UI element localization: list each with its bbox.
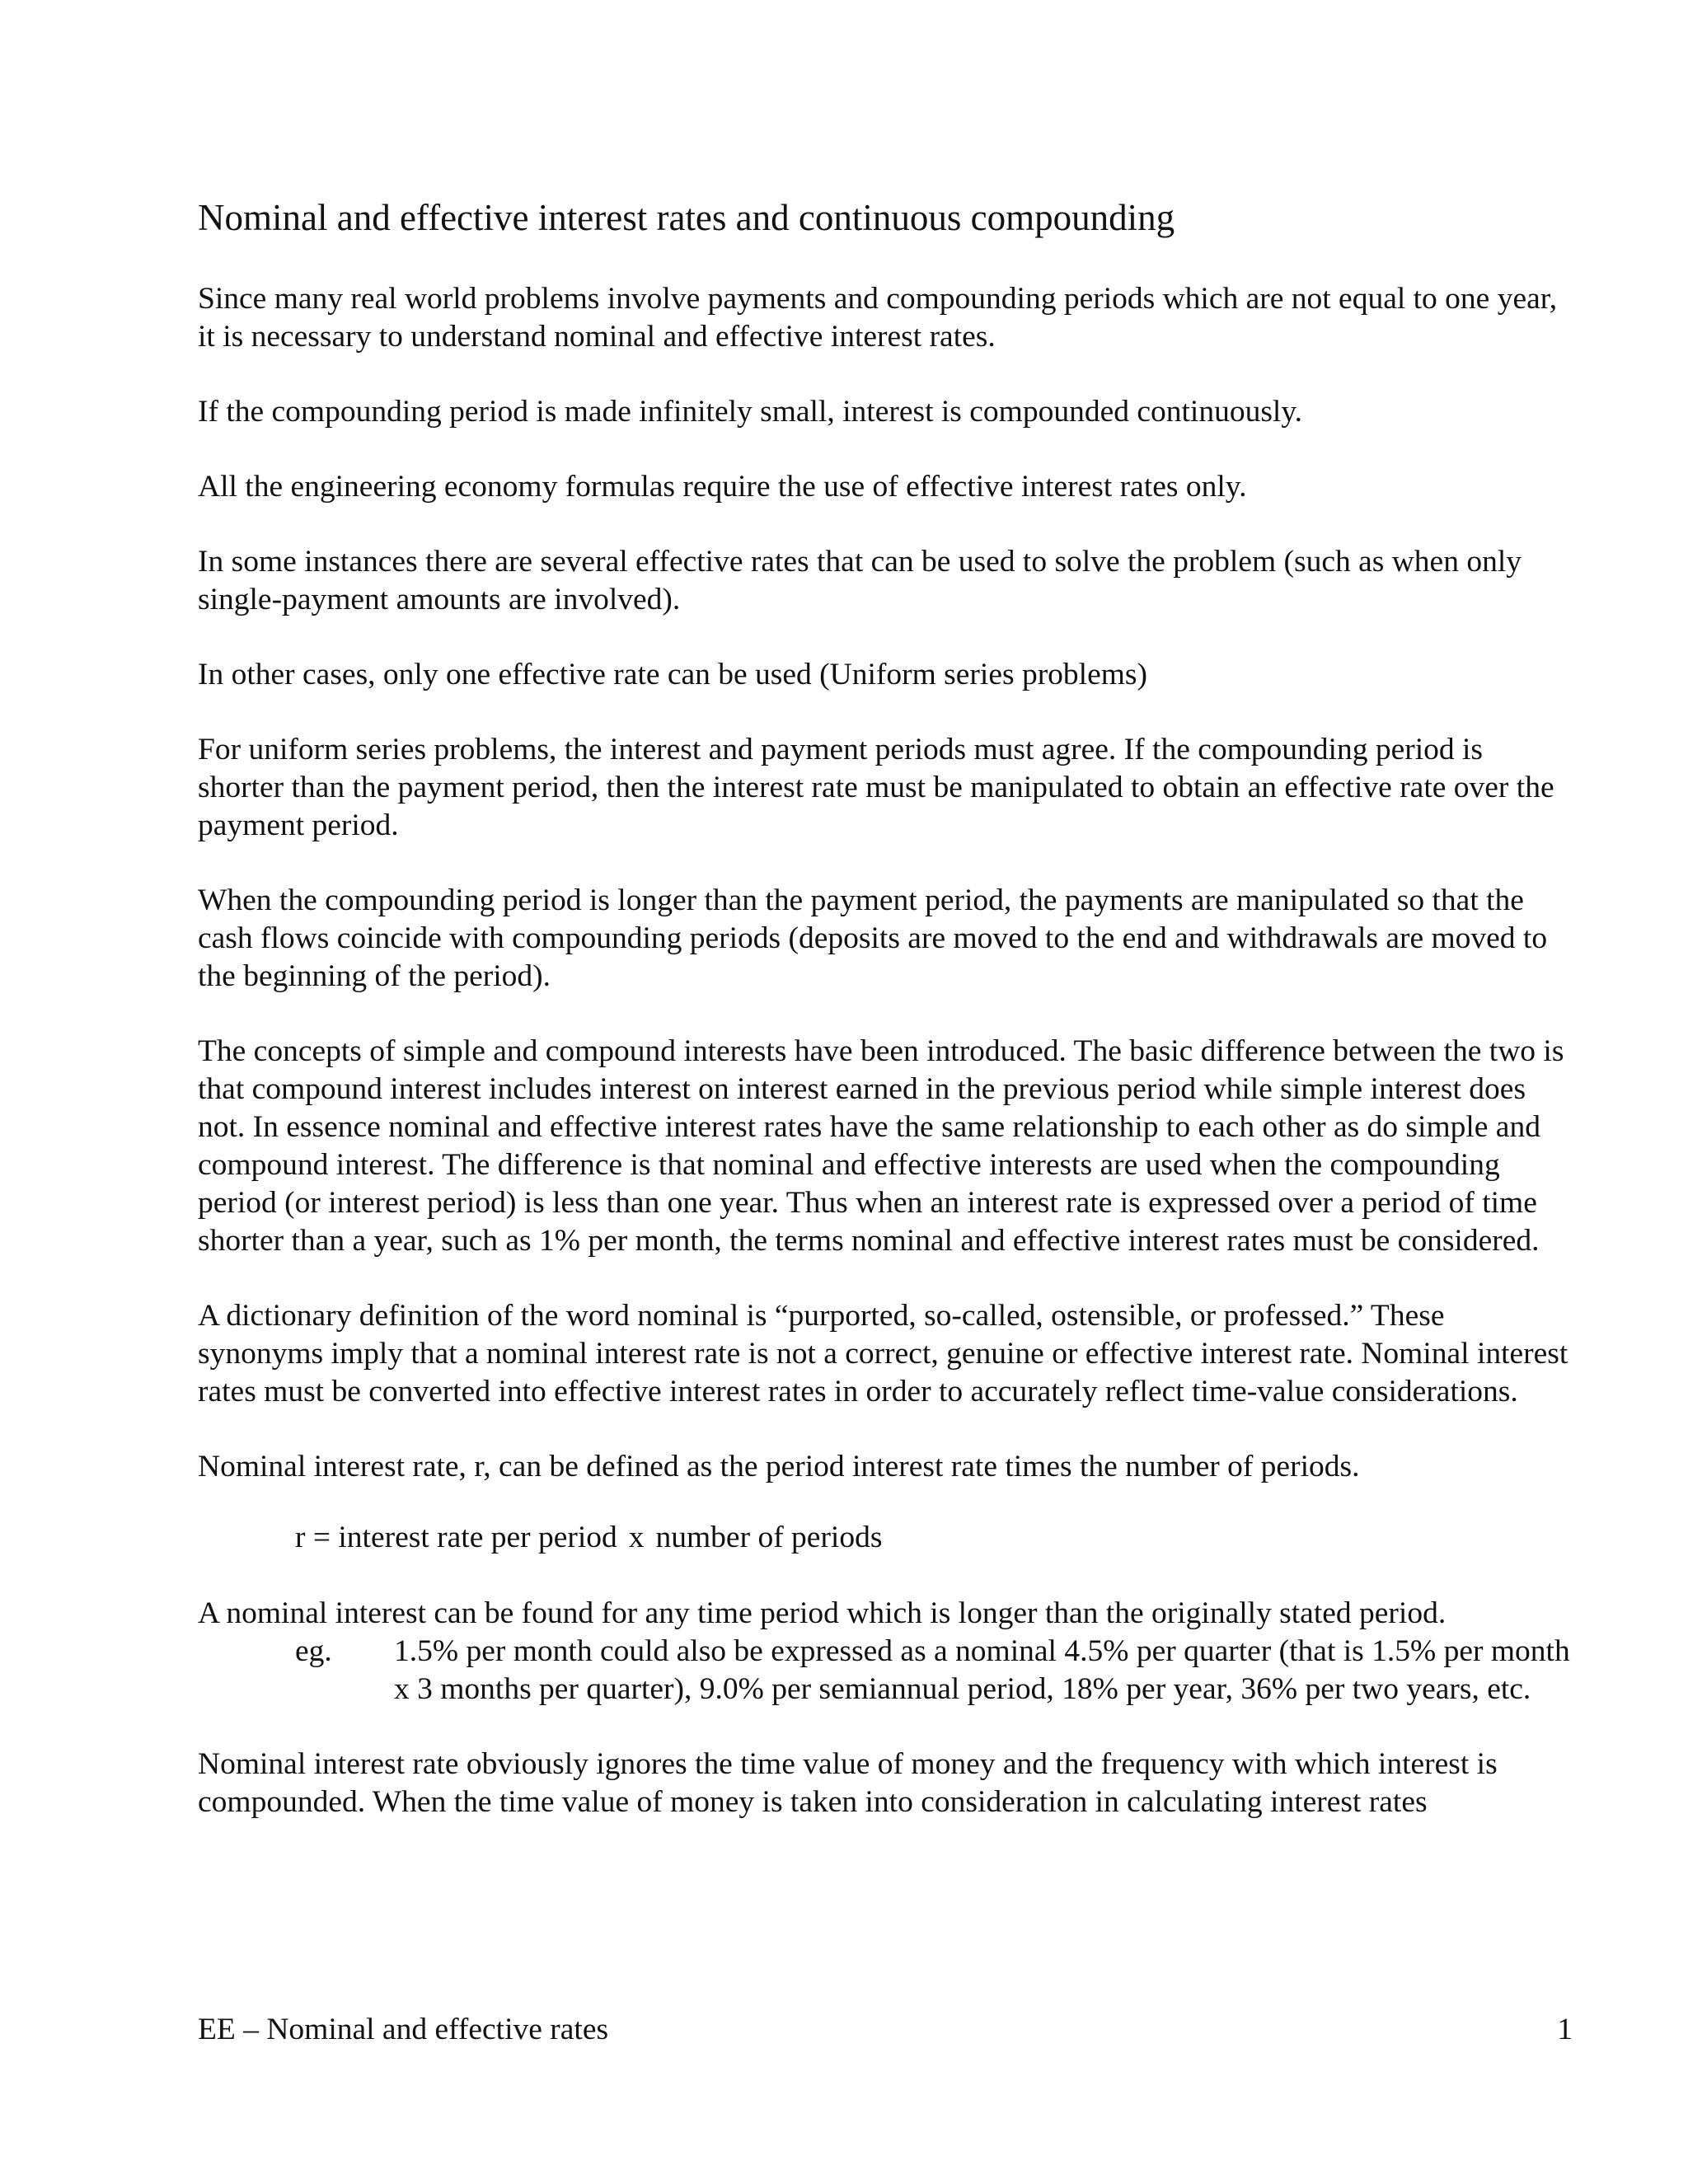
paragraph-10: Nominal interest rate, r, can be defined as the period interest rate times the number of periods. (198, 1450, 1360, 1483)
formula-lhs: r = interest rate per period (295, 1521, 617, 1554)
nominal-rate-formula (295, 1519, 1573, 1557)
example-label: eg. (295, 1634, 332, 1668)
paragraph-3: All the engineering economy formulas require the use of effective interest rates only. (198, 470, 1247, 504)
paragraph-5: In other cases, only one effective rate can be used (Uniform series problems) (198, 658, 1147, 691)
example-block (295, 1633, 1573, 1708)
document-title: Nominal and effective interest rates and continuous compounding (198, 197, 1175, 238)
page-number: 1 (1557, 2013, 1573, 2046)
formula-rhs: number of periods (655, 1521, 883, 1554)
paragraph-9: A dictionary definition of the word nominal is “purported, so-called, ostensible, or professed.” These synonyms imply that a nominal interest rate is not a correct, genuine or effective interest rate. Nominal interest rates must be converted into effective interest rates in order to accurately reflect time-value considerations. (198, 1299, 1568, 1408)
document-body (198, 280, 1573, 1858)
paragraph-4: In some instances there are several effective rates that can be used to solve the problem (such as when only single-payment amounts are involved). (198, 545, 1522, 616)
paragraph-7: When the compounding period is longer than the payment period, the payments are manipulated so that the cash flows coincide with compounding periods (deposits are moved to the end and withdrawals are moved to the beginning of the period). (198, 883, 1548, 993)
paragraph-1: Since many real world problems involve payments and compounding periods which are not equal to one year, it is necessary to understand nominal and effective interest rates. (198, 282, 1558, 354)
example-text: 1.5% per month could also be expressed as a nominal 4.5% per quarter (that is 1.5% per month x 3 months per quarter), 9.0% per semiannual period, 18% per year, 36% per two years, etc. (394, 1634, 1570, 1706)
closing-paragraph: Nominal interest rate obviously ignores the time value of money and the frequency with which interest is compounded. When the time value of money is taken into consideration in calculating interest rates (198, 1747, 1498, 1819)
footer-title: EE – Nominal and effective rates (198, 2013, 609, 2046)
page-content (198, 0, 1573, 2184)
paragraph-8: The concepts of simple and compound interests have been introduced. The basic difference between the two is that compound interest includes interest on interest earned in the previous period while simple interest does not. In essence nominal and effective interest rates have the same relationship to each other as do simple and compound interest. The difference is that nominal and effective interests are used when the compounding period (or interest period) is less than one year. Thus when an interest rate is expressed over a period of time shorter than a year, such as 1% per month, the terms nominal and effective interest rates must be considered. (198, 1034, 1564, 1258)
paragraph-2: If the compounding period is made infinitely small, interest is compounded continuously. (198, 395, 1303, 429)
example-lead-paragraph: A nominal interest can be found for any time period which is longer than the originally stated period. (198, 1596, 1447, 1630)
formula-operator: x (628, 1521, 645, 1554)
paragraph-6: For uniform series problems, the interest and payment periods must agree. If the compounding period is shorter than the payment period, then the interest rate must be manipulated to obtain an effective rate over the payment period. (198, 733, 1554, 842)
